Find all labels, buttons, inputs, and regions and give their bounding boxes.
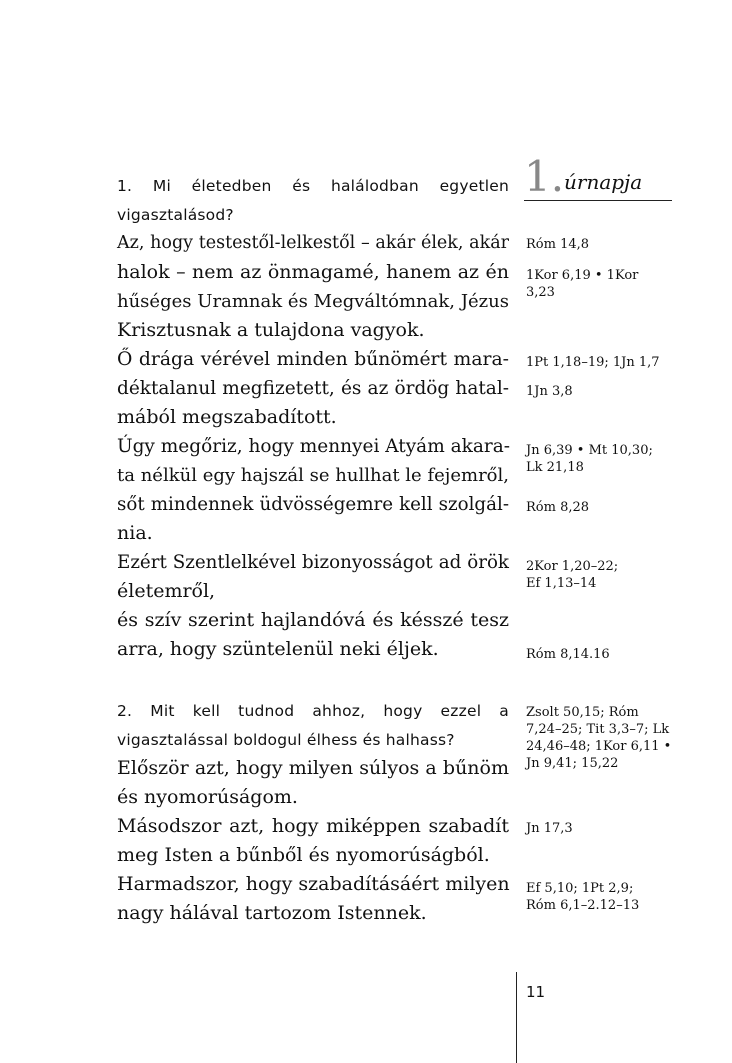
answer-1-line: déktalanul megfizetett, és az ördög hatal- — [117, 378, 509, 399]
reference: 1Kor 6,19 • 1Kor 3,23 — [526, 268, 639, 300]
answer-1-line: arra, hogy szüntelenül neki éljek. — [117, 638, 439, 660]
reference: Ef 5,10; 1Pt 2,9; Róm 6,1–2.12–13 — [526, 881, 640, 913]
reference: 1Pt 1,18–19; 1Jn 1,7 — [526, 355, 660, 370]
answer-1-line: mából megszabadított. — [117, 406, 337, 428]
chapter-number: 1. — [524, 152, 565, 201]
reference: Róm 8,14.16 — [526, 647, 610, 662]
reference: 1Jn 3,8 — [526, 384, 573, 399]
answer-1-line: Ezért Szentlelkével bizonyosságot ad örök — [117, 552, 509, 573]
answer-1-line: és szív szerint hajlandóvá és késszé tesz — [117, 609, 509, 631]
answer-1-line: halok – nem az önmagamé, hanem az én — [117, 261, 509, 283]
answer-2-line: nagy hálával tartozom Istennek. — [117, 902, 427, 924]
answer-1-line: nia. — [117, 522, 153, 544]
answer-1-line: sőt mindennek üdvösségemre kell szolgál- — [117, 494, 509, 515]
answer-1-line: ta nélkül egy hajszál se hullhat le fejemről, — [117, 465, 509, 486]
reference: Róm 8,28 — [526, 500, 590, 515]
answer-2-line: meg Isten a bűnből és nyomorúságból. — [117, 844, 490, 866]
page-number: 11 — [526, 983, 546, 1001]
reference: Zsolt 50,15; Róm 7,24–25; Tit 3,3–7; Lk 24,46–48; 1Kor 6,11 • Jn 9,41; 15,22 — [526, 705, 672, 771]
answer-2-line: Harmadszor, hogy szabadításáért milyen — [117, 873, 510, 895]
question-1: 1. Mi életedben és halálodban egyetlen vigasztalásod? — [117, 177, 509, 224]
margin-rule — [516, 972, 517, 1063]
answer-1-line: Ő drága vérével minden bűnömért mara- — [117, 349, 509, 370]
answer-2-line: és nyomorúságom. — [117, 786, 298, 808]
reference: Jn 6,39 • Mt 10,30; Lk 21,18 — [526, 443, 653, 475]
question-2: 2. Mit kell tudnod ahhoz, hogy ezzel a vigasztalással boldogul élhess és halhass? — [117, 702, 509, 749]
chapter-heading — [524, 154, 672, 201]
answer-1-line: hűséges Uramnak és Megváltómnak, Jézus — [117, 291, 509, 312]
answer-1-line: életemről, — [117, 580, 216, 602]
answer-1-line: Az, hogy testestől-lelkestől – akár élek, akár — [117, 233, 509, 253]
answer-1-line: Úgy megőriz, hogy mennyei Atyám akara- — [117, 436, 511, 457]
answer-2-line: Először azt, hogy milyen súlyos a bűnöm — [117, 757, 509, 779]
reference: Róm 14,8 — [526, 237, 590, 252]
answer-1-line: Krisztusnak a tulajdona vagyok. — [117, 319, 425, 341]
reference: Jn 17,3 — [526, 821, 573, 836]
answer-2-line: Másodszor azt, hogy miképpen szabadít — [117, 815, 509, 837]
chapter-word: úrnapja — [564, 170, 643, 194]
reference: 2Kor 1,20–22; Ef 1,13–14 — [526, 559, 619, 591]
